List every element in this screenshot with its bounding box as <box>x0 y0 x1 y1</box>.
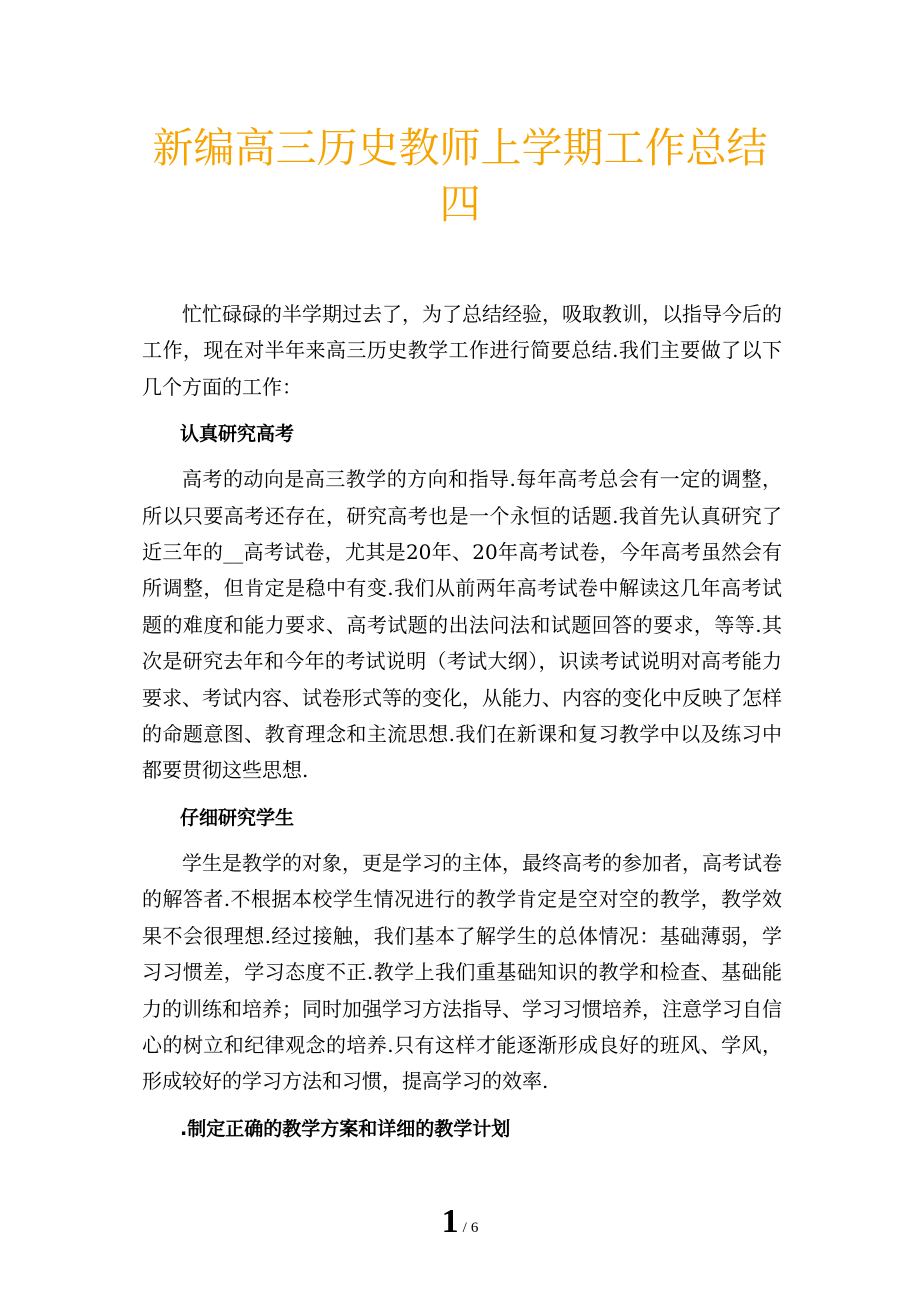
paragraph-line: 考试卷的解答者.不根据本校学生情况进行的教学肯定是空对空的教 <box>142 850 782 912</box>
section-paragraph-research-exam <box>142 461 782 789</box>
title-line-2: 四 <box>439 180 481 228</box>
section-heading-research-exam: 认真研究高考 <box>180 423 295 446</box>
page-total: 6 <box>470 1220 479 1236</box>
paragraph-line: 高考的动向是高三教学的方向和指导.每年高考总会有一定的调 <box>182 467 742 492</box>
section-heading-research-students: 仔细研究学生 <box>180 806 295 829</box>
paragraph-line: ），识读考试说明对高考能力要求、考试内容、试卷形式等的变化 <box>142 649 783 710</box>
paragraph-line: 能逐渐形成良好的班风、学风，形成较好的学习方法和习惯，提高 <box>142 1032 783 1094</box>
paragraph-line: 学，教学效果不会很理想.经过接触，我们基本了解学生的总体情况 <box>142 887 783 948</box>
page-number: 1 <box>441 1203 459 1240</box>
title-line-1: 新编高三历史教师上学期工作总结 <box>152 124 768 172</box>
paragraph-line: 学生是教学的对象，更是学习的主体，最终高考的参加者，高 <box>182 850 722 875</box>
intro-line: 要做了以下几个方面的工作： <box>142 338 783 399</box>
intro-line: 今后的工作，现在对半年来高三历史教学工作进行简要总结.我们主 <box>142 302 782 363</box>
paragraph-line: 习习惯培养，注意学习自信心的树立和纪律观念的培养.只有这样才 <box>142 996 782 1057</box>
section-heading-teaching-plan: .制定正确的教学方案和详细的教学计划 <box>180 1117 511 1140</box>
page-footer <box>0 1203 920 1241</box>
paragraph-line: ：基础薄弱，学习习惯差，学习态度不正.教学上我们重基础知识的 <box>142 923 782 985</box>
page-title <box>0 120 920 232</box>
intro-line: 忙忙碌碌的半学期过去了，为了总结经验，吸取教训，以指导 <box>182 302 722 326</box>
paragraph-line: 学习的效率. <box>442 1069 549 1094</box>
intro-paragraph <box>142 296 782 405</box>
paragraph-line: 高考虽然会有所调整，但肯定是稳中有变.我们从前两年高考试卷中 <box>142 540 783 601</box>
paragraph-line: 解读这几年高考试题的难度和能力要求、高考试题的出法问法和试 <box>142 576 783 637</box>
paragraph-line: ，从能力、内容的变化中反映了怎样的命题意图、教育理念和主流 <box>142 685 782 747</box>
paragraph-line: 教学和检查、基础能力的训练和培养；同时加强学习方法指导、学 <box>142 960 783 1021</box>
paragraph-line: 整，所以只要高考还存在，研究高考也是一个永恒的话题.我首先认 <box>142 467 783 528</box>
document-body <box>142 296 782 1156</box>
page-separator: / <box>462 1220 467 1236</box>
paragraph-line: 思想.我们在新课和复习教学中以及练习中都要贯彻这些思想. <box>142 722 783 783</box>
paragraph-line: 题回答的要求，等等.其次是研究去年和今年的考试说明（考试大纲 <box>142 612 783 674</box>
paragraph-line: 真研究了近三年的__高考试卷，尤其是20年、20年高考试卷，今年 <box>142 503 783 565</box>
section-paragraph-research-students <box>142 845 782 1100</box>
